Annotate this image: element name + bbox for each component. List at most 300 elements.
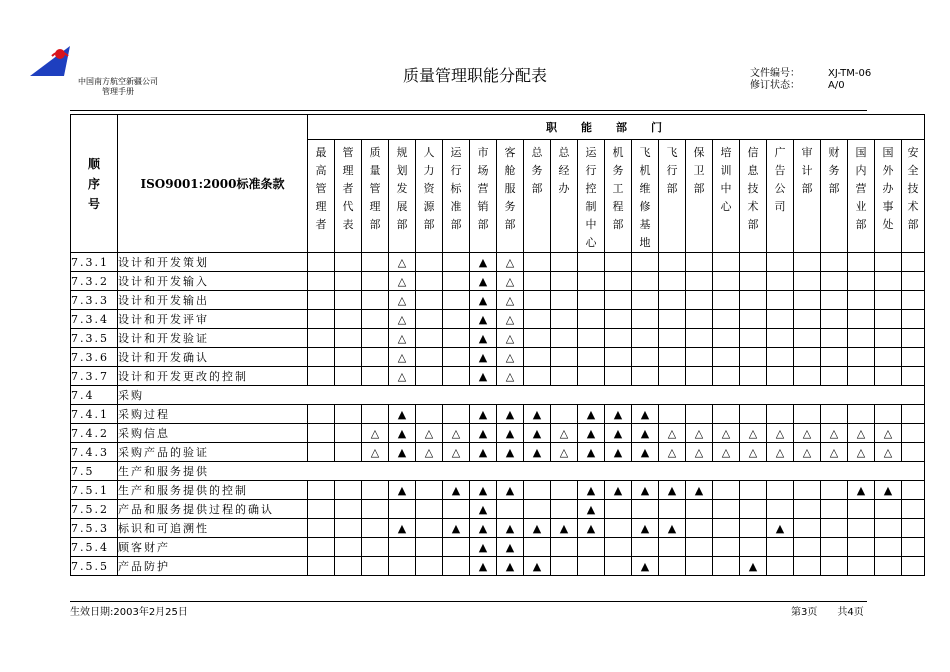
responsibility-mark: ▲ (524, 519, 551, 538)
responsibility-mark (308, 443, 335, 462)
responsibility-mark: △ (551, 424, 578, 443)
responsibility-mark (902, 329, 925, 348)
responsibility-mark: ▲ (605, 405, 632, 424)
responsibility-mark: ▲ (578, 519, 605, 538)
dept-name: 财务部 (828, 146, 840, 195)
effective-date-label: 生效日期: (70, 607, 114, 618)
responsibility-mark: ▲ (578, 500, 605, 519)
responsibility-mark (308, 291, 335, 310)
responsibility-mark (821, 253, 848, 272)
responsibility-mark (416, 519, 443, 538)
dept-header (605, 140, 632, 253)
responsibility-mark (335, 310, 362, 329)
responsibility-mark (686, 348, 713, 367)
responsibility-mark (335, 557, 362, 576)
responsibility-mark (848, 367, 875, 386)
responsibility-mark: △ (389, 310, 416, 329)
responsibility-mark (443, 329, 470, 348)
section-row (71, 462, 925, 481)
responsibility-mark: △ (389, 253, 416, 272)
responsibility-mark (389, 557, 416, 576)
responsibility-mark: ▲ (767, 519, 794, 538)
responsibility-mark (902, 291, 925, 310)
responsibility-mark (686, 500, 713, 519)
dept-header (470, 140, 497, 253)
responsibility-mark (578, 253, 605, 272)
responsibility-mark (902, 424, 925, 443)
responsibility-mark (659, 557, 686, 576)
responsibility-mark (740, 481, 767, 500)
responsibility-mark (767, 481, 794, 500)
responsibility-mark (902, 557, 925, 576)
responsibility-mark (308, 253, 335, 272)
header-divider (70, 110, 867, 111)
responsibility-mark: △ (497, 310, 524, 329)
responsibility-mark (551, 481, 578, 500)
responsibility-mark (767, 557, 794, 576)
responsibility-mark (767, 348, 794, 367)
responsibility-mark (713, 253, 740, 272)
dept-group-header: 职能部门 (308, 115, 925, 140)
responsibility-mark (740, 519, 767, 538)
responsibility-mark (551, 367, 578, 386)
responsibility-mark (443, 500, 470, 519)
table-row (71, 272, 925, 291)
responsibility-mark (605, 329, 632, 348)
responsibility-mark (605, 291, 632, 310)
responsibility-mark (497, 500, 524, 519)
responsibility-mark (713, 500, 740, 519)
responsibility-mark: ▲ (551, 519, 578, 538)
table-row (71, 367, 925, 386)
responsibility-mark: △ (686, 424, 713, 443)
responsibility-mark: △ (443, 424, 470, 443)
responsibility-mark (659, 500, 686, 519)
responsibility-mark: ▲ (578, 443, 605, 462)
responsibility-mark (902, 519, 925, 538)
effective-date (70, 603, 188, 618)
responsibility-mark (713, 519, 740, 538)
dept-name: 国内营业部 (855, 146, 867, 231)
page-number: 第3页 (791, 607, 818, 618)
responsibility-mark (794, 519, 821, 538)
dept-name: 管理者代表 (342, 146, 354, 231)
responsibility-mark (416, 291, 443, 310)
responsibility-mark (821, 310, 848, 329)
responsibility-mark (335, 500, 362, 519)
responsibility-mark (524, 348, 551, 367)
responsibility-mark (335, 329, 362, 348)
responsibility-mark (713, 348, 740, 367)
dept-name: 规划发展部 (396, 146, 408, 231)
table-row (71, 481, 925, 500)
table-row (71, 405, 925, 424)
responsibility-mark (848, 291, 875, 310)
responsibility-mark: ▲ (632, 557, 659, 576)
responsibility-mark (443, 310, 470, 329)
doc-number-value: XJ-TM-06 (828, 68, 872, 79)
clause-code: 7.3.6 (71, 348, 118, 367)
responsibility-mark (659, 538, 686, 557)
responsibility-mark (443, 272, 470, 291)
responsibility-mark (875, 519, 902, 538)
responsibility-mark: △ (659, 443, 686, 462)
dept-name: 信息技术部 (747, 146, 759, 231)
responsibility-mark: △ (740, 443, 767, 462)
responsibility-mark: ▲ (389, 443, 416, 462)
dept-header (821, 140, 848, 253)
responsibility-mark (362, 519, 389, 538)
responsibility-mark (389, 500, 416, 519)
responsibility-mark (713, 367, 740, 386)
responsibility-mark (416, 272, 443, 291)
dept-header (713, 140, 740, 253)
responsibility-mark (821, 405, 848, 424)
responsibility-mark: ▲ (470, 405, 497, 424)
dept-name: 运行标准部 (450, 146, 462, 231)
clause-code: 7.5.2 (71, 500, 118, 519)
responsibility-mark: △ (389, 348, 416, 367)
responsibility-mark (902, 405, 925, 424)
clause-code: 7.3.4 (71, 310, 118, 329)
responsibility-mark (767, 291, 794, 310)
table-row (71, 253, 925, 272)
clause-title: 设计和开发输出 (118, 291, 308, 310)
dept-name: 总务部 (531, 146, 543, 195)
responsibility-mark: ▲ (578, 405, 605, 424)
clause-code: 7.5.1 (71, 481, 118, 500)
responsibility-mark (416, 405, 443, 424)
responsibility-mark (443, 405, 470, 424)
responsibility-mark: △ (848, 443, 875, 462)
responsibility-mark (362, 557, 389, 576)
responsibility-mark (794, 272, 821, 291)
clause-title: 生产和服务提供的控制 (118, 481, 308, 500)
responsibility-mark (686, 310, 713, 329)
dept-header (308, 140, 335, 253)
responsibility-mark (740, 538, 767, 557)
responsibility-mark (767, 310, 794, 329)
dept-name: 安全技术部 (907, 146, 919, 231)
responsibility-mark (659, 291, 686, 310)
responsibility-mark (902, 481, 925, 500)
responsibility-mark (713, 310, 740, 329)
responsibility-mark (416, 481, 443, 500)
responsibility-mark (632, 500, 659, 519)
responsibility-mark (551, 253, 578, 272)
footer-divider (70, 601, 867, 602)
responsibility-mark (875, 538, 902, 557)
responsibility-mark (605, 538, 632, 557)
manual-name: 管理手册 (102, 87, 134, 96)
table-row (71, 329, 925, 348)
clause-code: 7.3.2 (71, 272, 118, 291)
responsibility-mark (551, 538, 578, 557)
dept-header (875, 140, 902, 253)
responsibility-mark (686, 291, 713, 310)
responsibility-mark: ▲ (875, 481, 902, 500)
responsibility-mark (416, 348, 443, 367)
dept-name: 飞行部 (666, 146, 678, 195)
responsibility-mark (308, 329, 335, 348)
responsibility-mark (362, 405, 389, 424)
responsibility-mark (416, 367, 443, 386)
responsibility-mark: △ (389, 272, 416, 291)
responsibility-mark (632, 253, 659, 272)
responsibility-mark (443, 367, 470, 386)
responsibility-mark (767, 500, 794, 519)
responsibility-mark: △ (497, 272, 524, 291)
clause-code: 7.3.7 (71, 367, 118, 386)
table-row (71, 424, 925, 443)
responsibility-mark: △ (389, 367, 416, 386)
clause-title: 设计和开发评审 (118, 310, 308, 329)
responsibility-mark (362, 500, 389, 519)
dept-header (848, 140, 875, 253)
responsibility-mark (335, 291, 362, 310)
responsibility-mark (443, 348, 470, 367)
clause-code: 7.4.2 (71, 424, 118, 443)
effective-date-value: 2003年2月25日 (113, 607, 188, 618)
responsibility-mark (308, 519, 335, 538)
revision-label: 修订状态： (750, 80, 800, 91)
responsibility-mark (740, 291, 767, 310)
responsibility-mark (821, 348, 848, 367)
responsibility-mark (740, 272, 767, 291)
responsibility-mark: ▲ (524, 443, 551, 462)
responsibility-mark (335, 405, 362, 424)
responsibility-mark: △ (362, 424, 389, 443)
responsibility-mark (902, 272, 925, 291)
responsibility-mark: ▲ (470, 253, 497, 272)
table-row (71, 443, 925, 462)
table-row (71, 557, 925, 576)
responsibility-mark (713, 405, 740, 424)
clause-title: 采购 (118, 386, 925, 405)
clause-title: 采购过程 (118, 405, 308, 424)
responsibility-mark (416, 310, 443, 329)
clause-code: 7.5.5 (71, 557, 118, 576)
responsibility-mark (524, 329, 551, 348)
responsibility-mark (389, 538, 416, 557)
responsibility-mark: △ (497, 253, 524, 272)
clause-title: 设计和开发更改的控制 (118, 367, 308, 386)
seq-header (71, 115, 118, 253)
page-total: 共4页 (837, 607, 864, 618)
responsibility-mark (605, 519, 632, 538)
responsibility-mark (848, 500, 875, 519)
responsibility-mark (524, 538, 551, 557)
responsibility-mark (848, 253, 875, 272)
responsibility-mark: ▲ (605, 443, 632, 462)
responsibility-mark (740, 500, 767, 519)
responsibility-mark: △ (875, 443, 902, 462)
table-row (71, 348, 925, 367)
responsibility-mark (335, 348, 362, 367)
dept-name: 培训中心 (720, 146, 732, 213)
table-row (71, 500, 925, 519)
responsibility-mark: ▲ (443, 519, 470, 538)
dept-name: 审计部 (801, 146, 813, 195)
dept-name: 最高管理者 (315, 146, 327, 231)
responsibility-mark: △ (848, 424, 875, 443)
responsibility-mark: △ (875, 424, 902, 443)
responsibility-mark (551, 272, 578, 291)
clause-code: 7.5.3 (71, 519, 118, 538)
doc-number-label: 文件编号： (750, 68, 800, 79)
responsibility-mark: ▲ (605, 424, 632, 443)
responsibility-mark (632, 272, 659, 291)
responsibility-mark (362, 481, 389, 500)
dept-header (524, 140, 551, 253)
responsibility-mark (794, 405, 821, 424)
responsibility-mark (335, 481, 362, 500)
clause-code: 7.4 (71, 386, 118, 405)
responsibility-mark (578, 557, 605, 576)
responsibility-mark (875, 405, 902, 424)
responsibility-mark (794, 310, 821, 329)
dept-header (659, 140, 686, 253)
responsibility-mark: ▲ (389, 424, 416, 443)
dept-name: 飞机维修基地 (639, 146, 651, 249)
responsibility-mark (821, 557, 848, 576)
responsibility-mark (443, 557, 470, 576)
responsibility-mark (632, 538, 659, 557)
dept-header (686, 140, 713, 253)
responsibility-mark: △ (497, 367, 524, 386)
responsibility-mark (308, 348, 335, 367)
responsibility-mark (875, 367, 902, 386)
responsibility-mark (767, 272, 794, 291)
responsibility-mark (362, 348, 389, 367)
responsibility-mark: ▲ (497, 443, 524, 462)
responsibility-mark: △ (389, 329, 416, 348)
responsibility-mark (686, 405, 713, 424)
responsibility-mark (821, 519, 848, 538)
responsibility-mark (308, 424, 335, 443)
dept-header (578, 140, 605, 253)
responsibility-mark (686, 538, 713, 557)
table-row (71, 519, 925, 538)
responsibility-mark: ▲ (497, 557, 524, 576)
clause-title: 设计和开发策划 (118, 253, 308, 272)
responsibility-mark (821, 367, 848, 386)
clause-code: 7.5.4 (71, 538, 118, 557)
responsibility-mark: △ (821, 424, 848, 443)
responsibility-mark (416, 538, 443, 557)
responsibility-mark (848, 272, 875, 291)
responsibility-mark (740, 348, 767, 367)
responsibility-mark (551, 310, 578, 329)
responsibility-mark (875, 253, 902, 272)
responsibility-mark (632, 329, 659, 348)
responsibility-mark (821, 481, 848, 500)
responsibility-mark: △ (497, 291, 524, 310)
responsibility-mark (659, 405, 686, 424)
responsibility-mark (794, 348, 821, 367)
responsibility-mark (740, 367, 767, 386)
responsibility-mark (605, 500, 632, 519)
responsibility-mark (578, 538, 605, 557)
responsibility-mark (848, 310, 875, 329)
dept-name: 运行控制中心 (585, 146, 597, 249)
responsibility-mark (362, 538, 389, 557)
dept-header (443, 140, 470, 253)
responsibility-mark (551, 329, 578, 348)
responsibility-mark (605, 367, 632, 386)
responsibility-mark (875, 310, 902, 329)
clause-title: 生产和服务提供 (118, 462, 925, 481)
function-allocation-table (70, 114, 925, 576)
revision-value: A/0 (828, 80, 845, 91)
responsibility-mark (686, 557, 713, 576)
responsibility-mark (686, 519, 713, 538)
responsibility-mark: ▲ (578, 481, 605, 500)
responsibility-mark (713, 538, 740, 557)
responsibility-mark (875, 291, 902, 310)
responsibility-mark: ▲ (659, 519, 686, 538)
responsibility-mark (686, 253, 713, 272)
responsibility-mark (308, 481, 335, 500)
clause-title: 采购信息 (118, 424, 308, 443)
responsibility-mark: ▲ (389, 519, 416, 538)
clause-code: 7.3.5 (71, 329, 118, 348)
responsibility-mark (416, 557, 443, 576)
responsibility-mark (902, 310, 925, 329)
responsibility-mark (848, 329, 875, 348)
responsibility-mark (713, 272, 740, 291)
responsibility-mark (362, 367, 389, 386)
responsibility-mark (551, 348, 578, 367)
clause-title: 产品防护 (118, 557, 308, 576)
responsibility-mark: ▲ (632, 481, 659, 500)
responsibility-mark (902, 348, 925, 367)
responsibility-mark (308, 500, 335, 519)
responsibility-mark (875, 272, 902, 291)
responsibility-mark (740, 405, 767, 424)
responsibility-mark (902, 500, 925, 519)
responsibility-mark (875, 557, 902, 576)
responsibility-mark (902, 443, 925, 462)
clause-code: 7.3.3 (71, 291, 118, 310)
responsibility-mark (821, 538, 848, 557)
responsibility-mark: △ (497, 329, 524, 348)
dept-name: 国外办事处 (882, 146, 894, 231)
responsibility-mark: ▲ (686, 481, 713, 500)
responsibility-mark (848, 538, 875, 557)
responsibility-mark: ▲ (632, 424, 659, 443)
responsibility-mark: ▲ (443, 481, 470, 500)
responsibility-mark (551, 291, 578, 310)
responsibility-mark (443, 253, 470, 272)
responsibility-mark: △ (686, 443, 713, 462)
responsibility-mark (578, 272, 605, 291)
page-title: 质量管理职能分配表 (402, 66, 547, 85)
responsibility-mark: △ (821, 443, 848, 462)
responsibility-mark (524, 367, 551, 386)
responsibility-mark (362, 253, 389, 272)
responsibility-mark: ▲ (470, 519, 497, 538)
responsibility-mark (794, 329, 821, 348)
dept-name: 保卫部 (693, 146, 705, 195)
responsibility-mark (551, 405, 578, 424)
responsibility-mark: △ (659, 424, 686, 443)
clause-code: 7.4.3 (71, 443, 118, 462)
responsibility-mark: △ (551, 443, 578, 462)
responsibility-mark: ▲ (632, 519, 659, 538)
responsibility-mark (659, 367, 686, 386)
dept-header (551, 140, 578, 253)
